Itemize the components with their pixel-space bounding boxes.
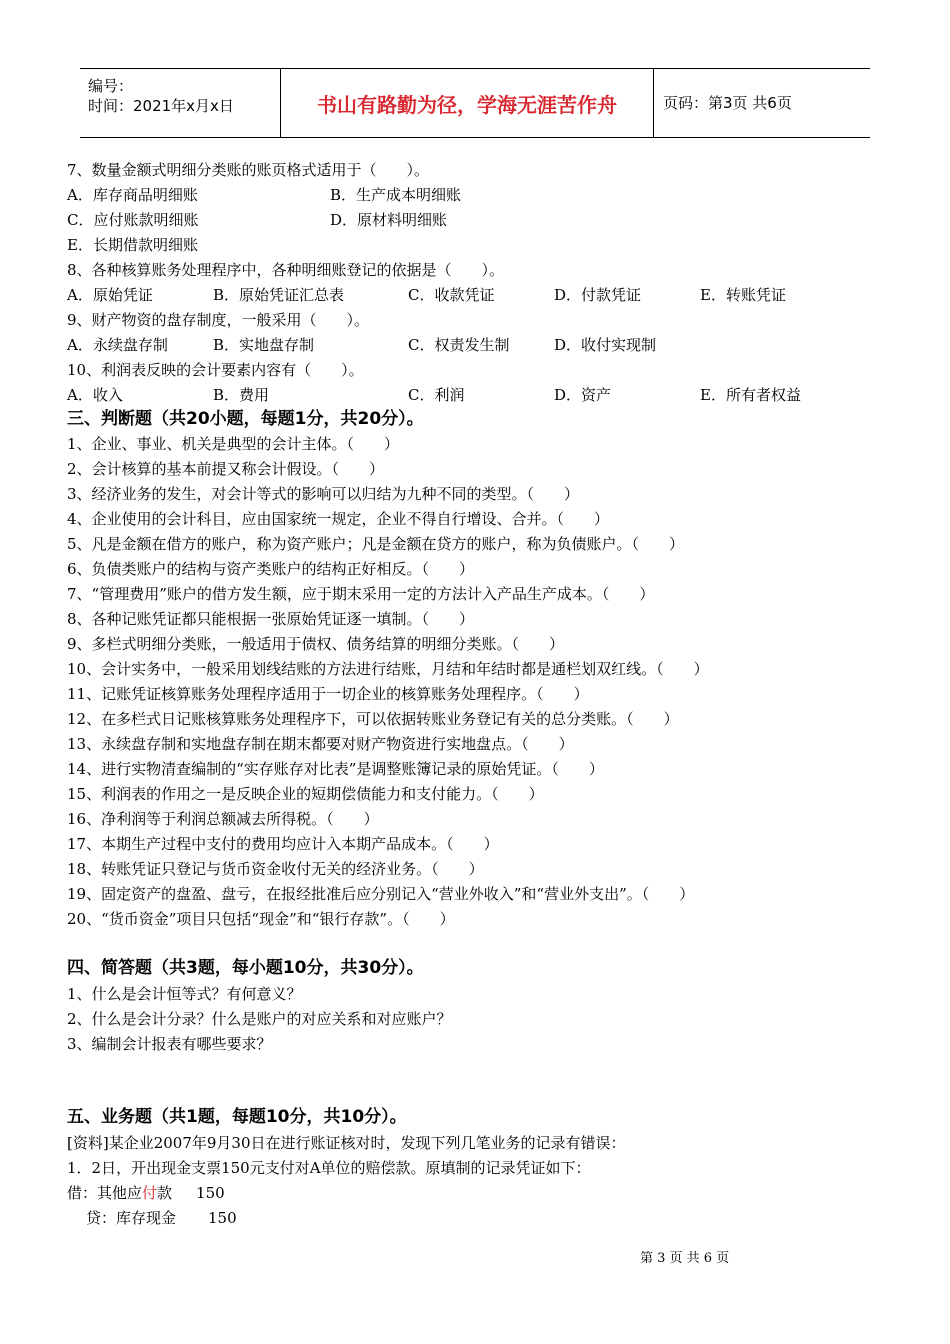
header-motto: 书山有路勤为径，学海无涯苦作舟 <box>281 69 654 137</box>
judgment-item: 9、多栏式明细分类账，一般适用于债权、债务结算的明细分类账。（ ） <box>67 635 565 653</box>
option-d: D．原材料明细账 <box>330 211 448 229</box>
option-c: C．应付账款明细账 <box>67 211 199 229</box>
number-label: 编号： <box>88 77 134 95</box>
option-b: B．实地盘存制 <box>213 336 315 354</box>
question-stem: 10、利润表反映的会计要素内容有（ ）。 <box>67 361 364 379</box>
section-title-judgment: 三、判断题（共20小题，每题1分，共20分）。 <box>67 409 424 429</box>
judgment-item: 14、进行实物清查编制的“实存账存对比表”是调整账簿记录的原始凭证。（ ） <box>67 760 604 778</box>
judgment-item: 1、企业、事业、机关是典型的会计主体。（ ） <box>67 435 400 453</box>
judgment-item: 19、固定资产的盘盈、盘亏，在报经批准后应分别记入“营业外收入”和“营业外支出”。（ ） <box>67 885 695 903</box>
option-a: A．库存商品明细账 <box>67 186 198 204</box>
judgment-item: 20、“货币资金”项目只包括“现金”和“银行存款”。（ ） <box>67 910 455 928</box>
question-stem: 7、数量金额式明细分类账的账页格式适用于（ ）。 <box>67 161 430 179</box>
question-stem: 9、财产物资的盘存制度，一般采用（ ）。 <box>67 311 370 329</box>
option-a: A．永续盘存制 <box>67 336 168 354</box>
option-b: B．原始凭证汇总表 <box>213 286 345 304</box>
debit-entry <box>67 1183 225 1203</box>
business-material: [资料]某企业2007年9月30日在进行账证核对时，发现下列几笔业务的记录有错误： <box>67 1134 626 1152</box>
page-footer: 第 3 页 共 6 页 <box>640 1251 730 1266</box>
judgment-item: 10、会计实务中，一般采用划线结账的方法进行结账，月结和年结时都是通栏划双红线。（ ） <box>67 660 709 678</box>
option-e: E．所有者权益 <box>700 386 801 404</box>
judgment-item: 2、会计核算的基本前提又称会计假设。（ ） <box>67 460 385 478</box>
business-item: 1．2日，开出现金支票150元支付对A单位的赔偿款。原填制的记录凭证如下： <box>67 1159 591 1177</box>
header-page-code: 页码：第3页 共6页 <box>663 94 792 112</box>
short-answer-item: 2、什么是会计分录？什么是账户的对应关系和对应账户？ <box>67 1010 452 1028</box>
judgment-item: 6、负债类账户的结构与资产类账户的结构正好相反。（ ） <box>67 560 475 578</box>
judgment-item: 17、本期生产过程中支付的费用均应计入本期产品成本。（ ） <box>67 835 499 853</box>
question-stem: 8、各种核算账务处理程序中，各种明细账登记的依据是（ ）。 <box>67 261 505 279</box>
option-a: A．原始凭证 <box>67 286 153 304</box>
credit-amount: 150 <box>208 1209 237 1227</box>
judgment-item: 7、“管理费用”账户的借方发生额，应于期末采用一定的方法计入产品生产成本。（ ） <box>67 585 655 603</box>
option-b: B．生产成本明细账 <box>330 186 462 204</box>
judgment-item: 16、净利润等于利润总额减去所得税。（ ） <box>67 810 379 828</box>
debit-highlight: 付 <box>142 1184 158 1202</box>
option-e: E．转账凭证 <box>700 286 786 304</box>
debit-prefix: 借：其他应 <box>67 1184 143 1202</box>
judgment-item: 11、记账凭证核算账务处理程序适用于一切企业的核算账务处理程序。（ ） <box>67 685 589 703</box>
judgment-item: 12、在多栏式日记账核算账务处理程序下，可以依据转账业务登记有关的总分类账。（ ） <box>67 710 679 728</box>
judgment-item: 5、凡是金额在借方的账户，称为资产账户；凡是金额在贷方的账户，称为负债账户。（ ） <box>67 535 685 553</box>
option-e: E．长期借款明细账 <box>67 236 198 254</box>
short-answer-item: 1、什么是会计恒等式？有何意义？ <box>67 985 302 1003</box>
option-b: B．费用 <box>213 386 270 404</box>
page-header <box>80 68 870 138</box>
judgment-item: 3、经济业务的发生，对会计等式的影响可以归结为九种不同的类型。（ ） <box>67 485 580 503</box>
debit-amount: 150 <box>196 1184 225 1202</box>
option-c: C．利润 <box>408 386 465 404</box>
option-a: A．收入 <box>67 386 123 404</box>
section-title-business: 五、业务题（共1题，每题10分，共10分）。 <box>67 1107 407 1127</box>
short-answer-item: 3、编制会计报表有哪些要求？ <box>67 1035 272 1053</box>
option-d: D．付款凭证 <box>554 286 642 304</box>
judgment-item: 4、企业使用的会计科目，应由国家统一规定，企业不得自行增设、合并。（ ） <box>67 510 610 528</box>
option-d: D．收付实现制 <box>554 336 657 354</box>
judgment-item: 18、转账凭证只登记与货币资金收付无关的经济业务。（ ） <box>67 860 484 878</box>
time-label: 时间：2021年x月x日 <box>88 97 234 115</box>
credit-entry <box>86 1208 237 1228</box>
option-c: C．权责发生制 <box>408 336 510 354</box>
header-meta <box>80 69 281 137</box>
judgment-item: 13、永续盘存制和实地盘存制在期末都要对财产物资进行实地盘点。（ ） <box>67 735 574 753</box>
section-title-short-answer: 四、简答题（共3题，每小题10分，共30分）。 <box>67 958 424 978</box>
judgment-item: 8、各种记账凭证都只能根据一张原始凭证逐一填制。（ ） <box>67 610 475 628</box>
debit-suffix: 款 <box>157 1184 173 1202</box>
option-d: D．资产 <box>554 386 612 404</box>
credit-account: 贷：库存现金 <box>86 1209 177 1227</box>
option-c: C．收款凭证 <box>408 286 495 304</box>
judgment-item: 15、利润表的作用之一是反映企业的短期偿债能力和支付能力。（ ） <box>67 785 544 803</box>
